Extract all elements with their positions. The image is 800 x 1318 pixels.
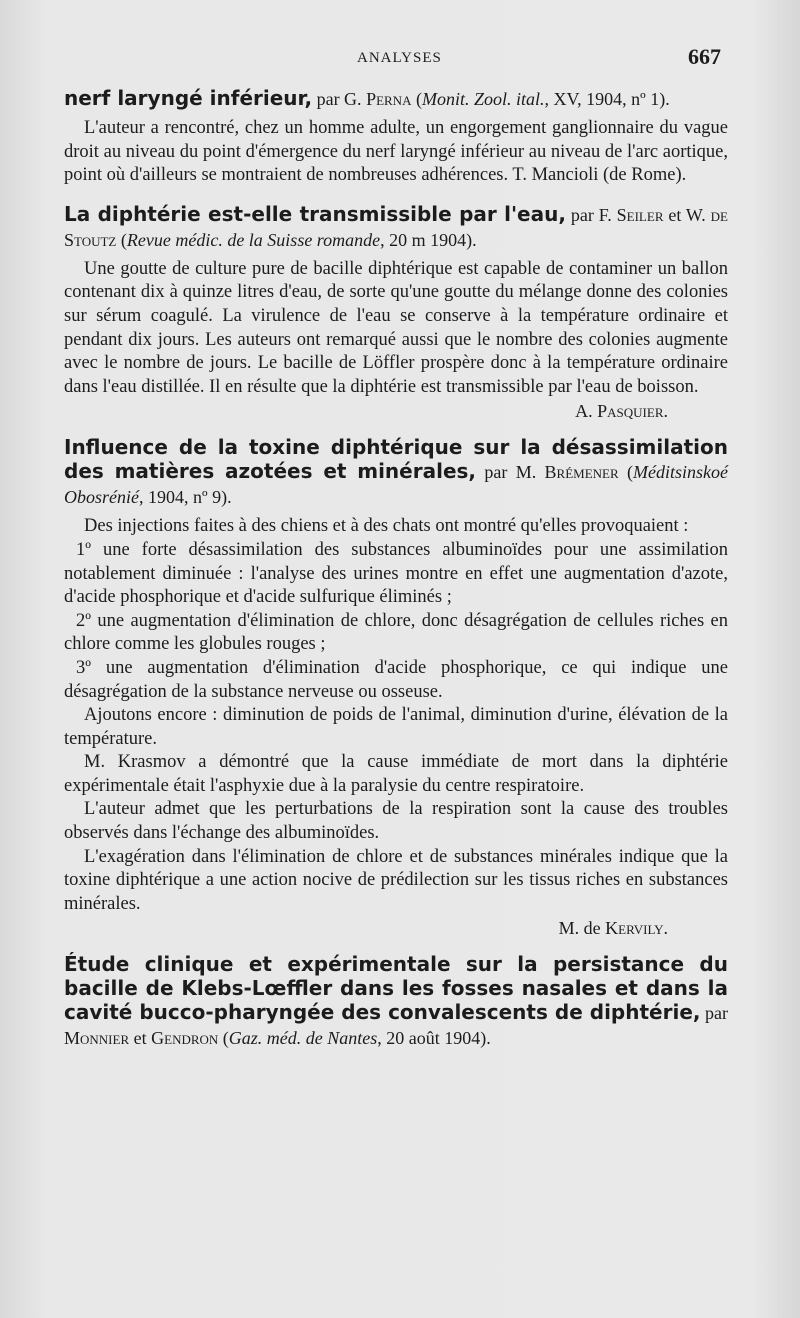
title-byline: par F. Seiler et W. de Stoutz (Revue médic. de la Suisse romande, 20 m 1904). — [64, 204, 728, 250]
article-column — [64, 86, 728, 1060]
list-item: 1º une forte désassimilation des substances albuminoïdes pour une assimilation notablement diminuée : l'analyse des urines montre en effet une augmentation d'azote, d'acide phosphorique et d'acide sulfurique éliminés ; — [64, 539, 728, 608]
title-bold: Influence de la toxine diphtérique sur la désassimilation des matières azotées et minérales, — [64, 435, 728, 484]
page-number: 667 — [688, 44, 721, 69]
journal-name: Revue médic. de la Suisse romande — [126, 229, 381, 250]
article-toxine-diphterique — [64, 435, 728, 940]
journal-name: Gaz. méd. de Nantes — [228, 1028, 378, 1049]
author-name: Perna — [366, 89, 412, 109]
paragraph: L'exagération dans l'élimination de chlore et de substances minérales indique que la toxine diphtérique a une action nocive de prédilection sur les tissus riches en substances minérales. — [64, 846, 728, 914]
title-byline: par G. Perna (Monit. Zool. ital., XV, 1904, nº 1). — [312, 89, 670, 109]
running-head: ANALYSES — [357, 50, 442, 66]
list-item: 2º une augmentation d'élimination de chlore, donc désagrégation de cellules riches en chlore comme les globules rouges ; — [64, 610, 728, 655]
article-nerf-laryngé — [64, 86, 728, 188]
paragraph: L'auteur a rencontré, chez un homme adulte, un engorgement ganglionnaire du vague droit au niveau du point d'émergence du nerf laryngé inférieur au niveau de l'arc aortique, point où d'ailleurs se montraient de nombreuses adhérences. T. Mancioli (de Rome). — [64, 118, 728, 186]
page-header — [0, 44, 800, 74]
article-title — [64, 86, 728, 111]
article-klebs-loeffler — [64, 952, 728, 1050]
journal-name: Monit. Zool. ital. — [421, 89, 545, 109]
list-item: 3º une augmentation d'élimination d'acide phosphorique, ce qui indique une désagrégation de la substance nerveuse ou osseuse. — [64, 657, 728, 702]
article-title — [64, 202, 728, 252]
author-name: Seiler — [616, 204, 664, 225]
title-byline: par Monnier et Gendron (Gaz. méd. de Nantes, 20 août 1904). — [64, 1003, 728, 1049]
title-byline: par M. Brémener (Méditsinskoé Obosrénié, 1904, nº 9). — [64, 462, 728, 508]
title-bold: nerf laryngé inférieur, — [64, 86, 313, 110]
author-name: Brémener — [544, 462, 619, 483]
signature: A. Pasquier. — [575, 401, 668, 422]
journal-name: Méditsinskoé Obosrénié — [64, 462, 728, 508]
article-diphterie-eau — [64, 202, 728, 424]
author-name: Monnier — [64, 1028, 130, 1049]
article-title — [64, 435, 728, 509]
paragraph: L'auteur admet que les perturbations de la respiration sont la cause des troubles observés dans l'échange des albuminoïdes. — [64, 799, 728, 844]
paragraph: Ajoutons encore : diminution de poids de l'animal, diminution d'urine, élévation de la température. — [64, 705, 728, 749]
article-title — [64, 952, 728, 1050]
paragraph: Des injections faites à des chiens et à des chats ont montré qu'elles provoquaient : — [84, 516, 689, 537]
paragraph: M. Krasmov a démontré que la cause immédiate de mort dans la diphtérie expérimentale était l'asphyxie due à la paralysie du centre respiratoire. — [64, 752, 728, 796]
author-name-2: Gendron — [151, 1028, 219, 1049]
signature: M. de Kervily. — [558, 918, 668, 939]
paragraph: Une goutte de culture pure de bacille diphtérique est capable de contaminer un ballon contenant dix à quinze litres d'eau, de sorte qu'une goutte du mélange donne des colonies sur sérum coagulé. La virulence de l'eau se conserve à la température ordinaire et pendant dix jours. Les auteurs ont remarqué aussi que le nombre des colonies augmente avec le nombre de jours. Le bacille de Löffler prospère donc à la température ordinaire dans l'eau distillée. Il en résulte que la diphtérie est transmissible par l'eau de boisson. — [64, 258, 728, 397]
title-bold: Étude clinique et expérimentale sur la persistance du bacille de Klebs-Lœffler dans les fosses nasales et dans la cavité bucco-pharyngée des convalescents de diphtérie, — [64, 952, 728, 1025]
title-bold: La diphtérie est-elle transmissible par l'eau, — [64, 201, 566, 226]
author-name-2: de Stoutz — [64, 204, 728, 250]
